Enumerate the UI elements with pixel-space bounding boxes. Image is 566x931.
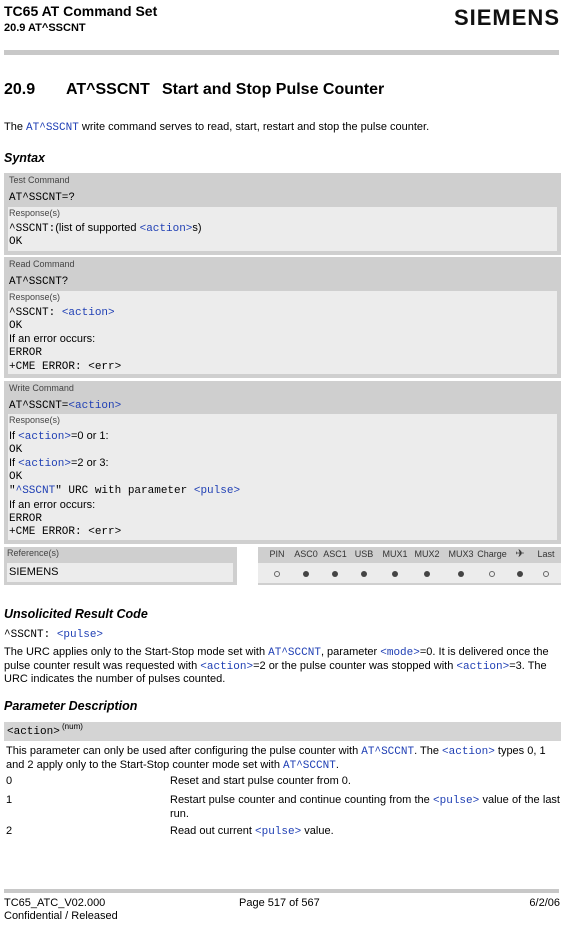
pulse-link[interactable]: <pulse>	[56, 629, 104, 641]
read-response-ok: OK	[9, 320, 23, 332]
footer-classification: Confidential / Released	[4, 910, 118, 922]
pin-table	[258, 547, 561, 585]
param-heading: Parameter Description	[4, 699, 138, 713]
urc-code: ^SSCNT: <pulse>	[4, 629, 104, 641]
airplane-icon: ✈	[515, 548, 525, 560]
footer-date: 6/2/06	[529, 897, 560, 909]
param-value-desc: Reset and start pulse counter from 0.	[170, 775, 351, 787]
read-command-block	[4, 257, 561, 378]
param-value-desc: Restart pulse counter and continue counting from the <pulse> value of the last run.	[170, 794, 560, 820]
read-command-label: Read Command	[9, 259, 75, 269]
urc-description: The URC applies only to the Start-Stop mode set with AT^SCCNT, parameter <mode>=0. It is delivered once the pulse counter result was requested with <action>=2 or the pulse counter was stopped with <action>=3. The URC indicates the number of pulses counted.	[4, 646, 549, 685]
intro-text-end: write command serves to read, start, restart and stop the pulse counter.	[78, 121, 430, 133]
reference-cell	[4, 547, 237, 585]
test-command-block	[4, 173, 561, 255]
read-cme-error: +CME ERROR: <err>	[9, 361, 122, 373]
write-cme-error: +CME ERROR: <err>	[9, 526, 122, 538]
siemens-logo: SIEMENS	[453, 5, 560, 30]
write-command-label: Write Command	[9, 383, 74, 393]
pin-dot-full	[347, 568, 381, 580]
action-link[interactable]: <action>	[61, 307, 115, 319]
param-name: <action>	[7, 726, 60, 738]
write-if1: If <action>=0 or 1:	[9, 430, 109, 443]
pulse-link[interactable]: <pulse>	[193, 485, 241, 497]
test-response-box	[8, 207, 557, 251]
test-response-ok: OK	[9, 236, 23, 248]
write-ok2: OK	[9, 471, 23, 483]
write-command-block	[4, 381, 561, 544]
param-value: 1	[6, 794, 13, 806]
sccnt-link[interactable]: AT^SCCNT	[283, 759, 336, 772]
pin-dot-full	[378, 568, 412, 580]
urc-heading: Unsolicited Result Code	[4, 607, 148, 621]
read-response-label: Response(s)	[9, 292, 61, 302]
param-type: (num)	[62, 722, 83, 731]
write-if2: If <action>=2 or 3:	[9, 457, 109, 470]
syntax-heading: Syntax	[4, 151, 45, 165]
header-divider	[4, 50, 559, 55]
pin-header: USB	[354, 549, 374, 559]
footer-page: Page 517 of 567	[239, 897, 320, 909]
action-link[interactable]: <action>	[456, 660, 510, 673]
param-name-bar	[4, 722, 561, 741]
pin-header: ASC1	[323, 549, 347, 559]
action-link[interactable]: <action>	[68, 400, 122, 412]
intro-paragraph	[4, 121, 559, 134]
test-command-label: Test Command	[9, 175, 70, 185]
param-value: 0	[6, 775, 13, 787]
sscnt-link[interactable]: ^SSCNT	[15, 485, 56, 497]
read-command-syntax: AT^SSCNT?	[9, 276, 69, 288]
read-response-box	[8, 291, 557, 374]
action-link[interactable]: <action>	[139, 223, 193, 235]
pin-header: ASC0	[294, 549, 318, 559]
param-value: 2	[6, 825, 13, 837]
write-ok1: OK	[9, 444, 23, 456]
action-link[interactable]: <action>	[18, 431, 71, 443]
test-response-label: Response(s)	[9, 208, 61, 218]
intro-link[interactable]: AT^SSCNT	[26, 122, 79, 134]
action-link[interactable]: <action>	[200, 660, 254, 673]
write-response-box	[8, 414, 557, 540]
write-response-label: Response(s)	[9, 415, 61, 425]
param-value-desc: Read out current <pulse> value.	[170, 825, 334, 838]
write-command-syntax: AT^SSCNT=<action>	[9, 400, 122, 412]
read-error: ERROR	[9, 347, 43, 359]
reference-value-box	[7, 563, 233, 582]
action-link[interactable]: <action>	[18, 458, 71, 470]
read-response-line: ^SSCNT: <action>	[9, 307, 115, 319]
section-command: AT^SSCNT	[66, 81, 150, 98]
pin-header: Last	[537, 549, 555, 559]
write-error-intro: If an error occurs:	[9, 499, 96, 511]
reference-value: SIEMENS	[9, 566, 59, 578]
sccnt-link[interactable]: AT^SCCNT	[268, 647, 321, 659]
write-error: ERROR	[9, 513, 43, 525]
pin-header: MUX3	[448, 549, 474, 559]
pin-dot-full	[444, 568, 478, 580]
write-urc-line: "^SSCNT" URC with parameter <pulse>	[9, 485, 241, 497]
pin-header: Charge	[477, 549, 507, 559]
test-response-line: ^SSCNT:(list of supported <action>s)	[9, 222, 202, 235]
pin-header: MUX2	[414, 549, 440, 559]
pin-header: PIN	[269, 549, 285, 559]
footer-divider	[4, 889, 559, 893]
action-link[interactable]: <action>	[442, 746, 495, 758]
reference-label: Reference(s)	[7, 548, 60, 558]
sccnt-link[interactable]: AT^SCCNT	[361, 746, 415, 758]
section-number: 20.9	[4, 81, 36, 98]
section-title: Start and Stop Pulse Counter	[162, 81, 385, 98]
pulse-link[interactable]: <pulse>	[255, 826, 302, 838]
header-title: TC65 AT Command Set	[4, 3, 158, 19]
pin-dot-empty	[529, 568, 563, 580]
param-description: This parameter can only be used after configuring the pulse counter with AT^SCCNT. The <action> types 0, 1 and 2 apply only to the Start-Stop counter mode set with AT^SCCNT.	[6, 745, 546, 772]
mode-link[interactable]: <mode>	[380, 647, 420, 659]
test-command-syntax: AT^SSCNT=?	[9, 192, 76, 204]
pin-header: MUX1	[382, 549, 408, 559]
footer-doc-id: TC65_ATC_V02.000	[4, 897, 106, 909]
intro-text: The	[4, 121, 27, 133]
read-error-intro: If an error occurs:	[9, 333, 96, 345]
pin-dot-full	[410, 568, 444, 580]
header-subtitle: 20.9 AT^SSCNT	[4, 22, 86, 34]
pulse-link[interactable]: <pulse>	[433, 795, 480, 807]
